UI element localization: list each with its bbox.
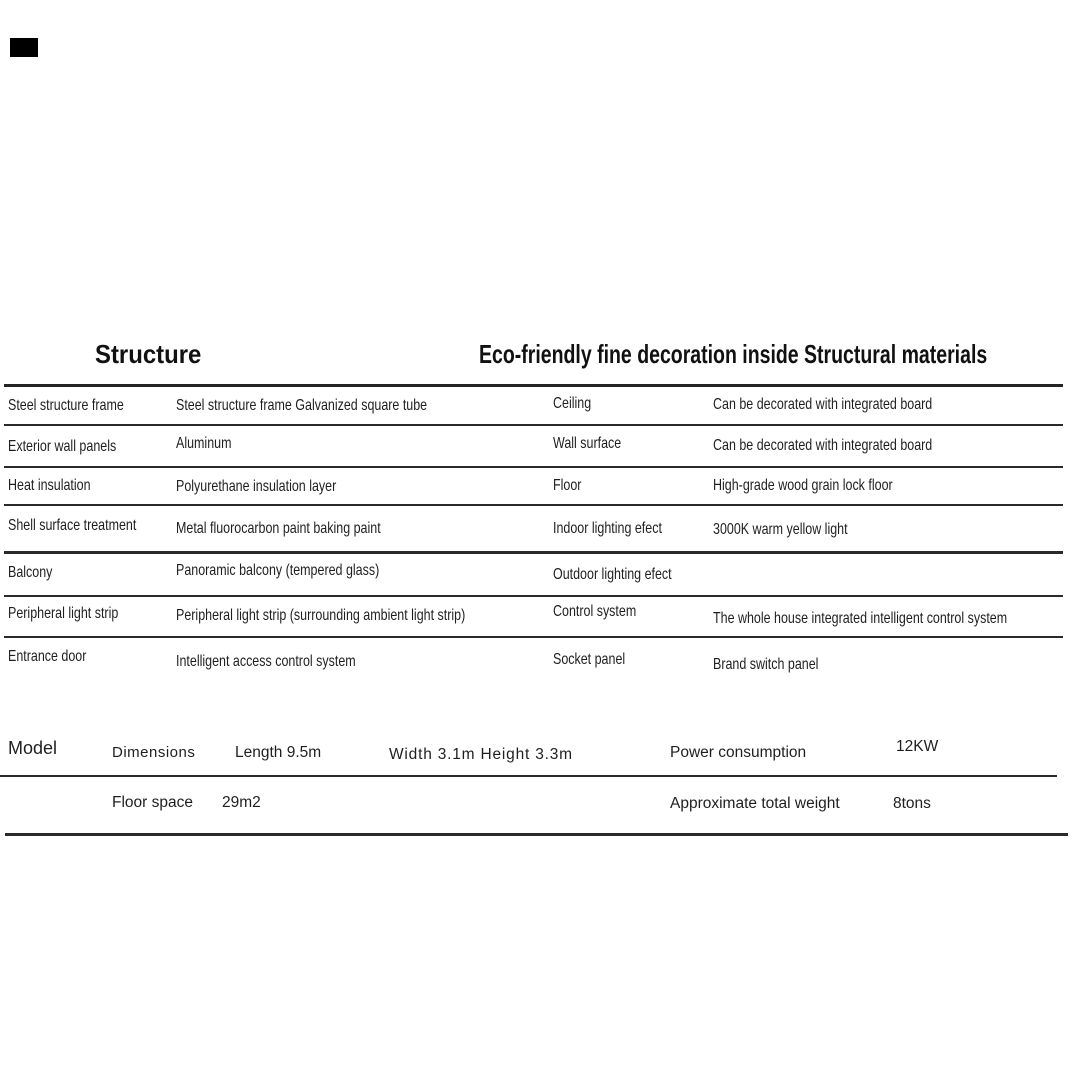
spec-value: Aluminum [176,435,232,452]
total-weight-label: Approximate total weight [670,795,840,812]
spec-label: Shell surface treatment [8,516,137,534]
spec-value: Can be decorated with integrated board [713,395,933,413]
spec-value: Peripheral light strip (surrounding ambient light strip) [176,606,466,624]
section-title-interior-materials: Eco-friendly fine decoration inside Structural materials [479,339,988,369]
table-row [4,597,1063,638]
dimensions-label: Dimensions [112,744,196,761]
spec-value: The whole house integrated intelligent control system [713,609,1008,627]
section-title-structure: Structure [95,339,202,369]
spec-table [4,384,1063,683]
spec-value: High-grade wood grain lock floor [713,477,893,494]
table-row [4,426,1063,468]
table-row [4,387,1063,426]
spec-value: 3000K warm yellow light [713,520,848,538]
model-label: Model [8,738,58,758]
floor-space-value: 29m2 [222,794,261,811]
width-height-value: Width 3.1m Height 3.3m [389,746,573,763]
spec-label: Heat insulation [8,477,91,494]
spec-label: Balcony [8,563,53,581]
spec-value: Can be decorated with integrated board [713,437,933,454]
spec-value: Steel structure frame Galvanized square tube [176,396,428,414]
spec-value: Metal fluorocarbon paint baking paint [176,519,381,537]
spec-label: Peripheral light strip [8,604,119,622]
length-value: Length 9.5m [235,744,322,761]
spec-label: Steel structure frame [8,396,124,414]
spec-label: Wall surface [553,435,622,452]
floor-space-label: Floor space [112,794,193,811]
spec-value: Panoramic balcony (tempered glass) [176,561,380,579]
spec-value: Intelligent access control system [176,652,356,670]
spec-value: Polyurethane insulation layer [176,478,337,495]
divider-line [0,775,1057,777]
divider-line [5,833,1068,836]
power-consumption-label: Power consumption [670,744,807,761]
spec-label: Entrance door [8,647,87,665]
spec-label: Indoor lighting efect [553,519,662,537]
spec-label: Outdoor lighting efect [553,565,672,583]
spec-label: Floor [553,477,582,494]
table-row [4,506,1063,554]
spec-value: Brand switch panel [713,655,819,673]
spec-label: Socket panel [553,650,626,668]
total-weight-value: 8tons [893,795,931,812]
spec-label: Exterior wall panels [8,438,117,455]
spec-label: Control system [553,602,637,620]
table-row [4,638,1063,683]
spec-label: Ceiling [553,394,592,412]
table-row [4,468,1063,506]
table-row [4,554,1063,597]
logo-mark [10,38,38,57]
power-consumption-value: 12KW [896,738,939,755]
